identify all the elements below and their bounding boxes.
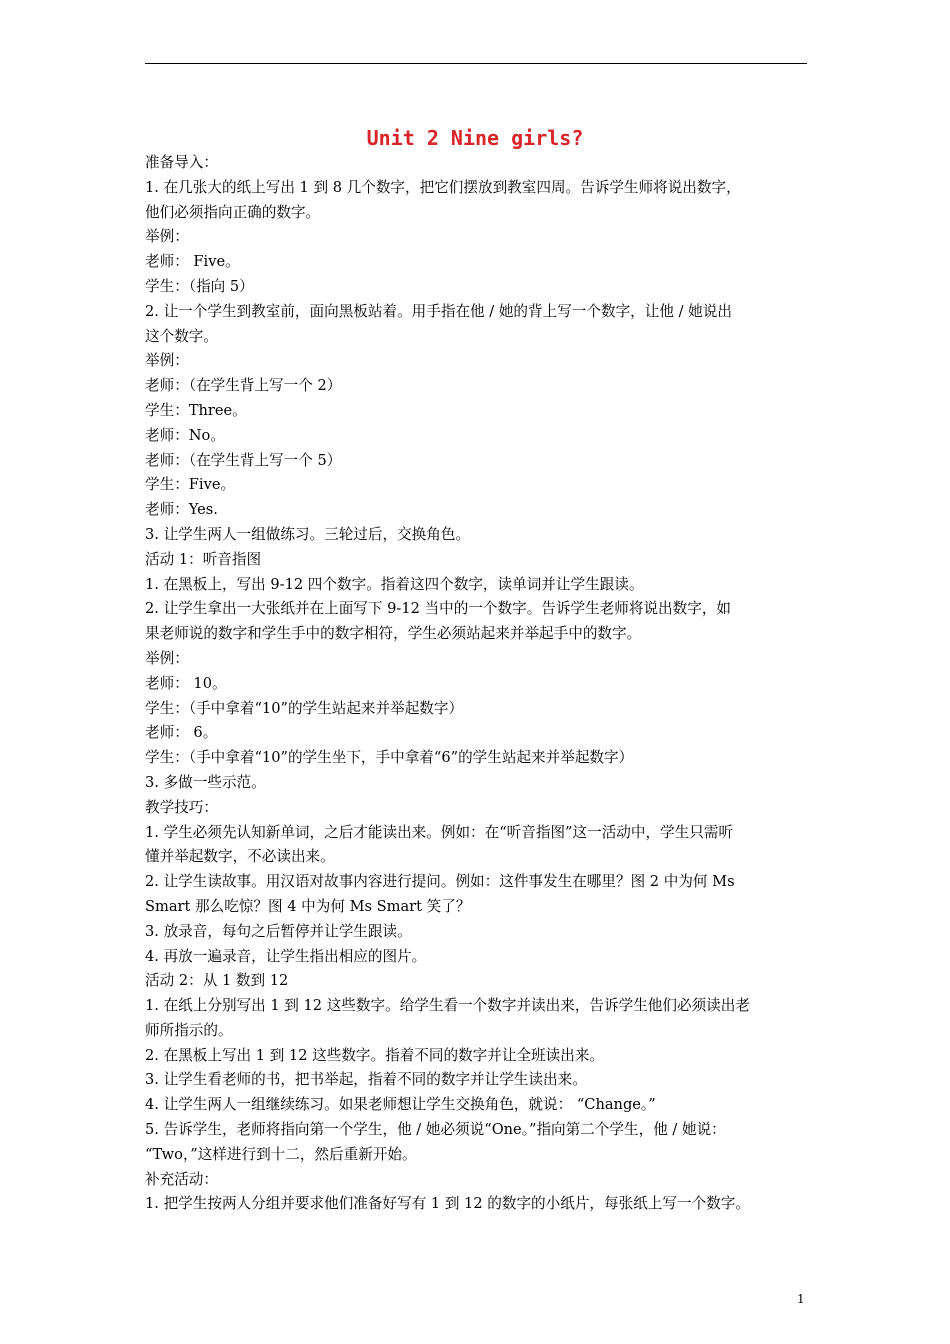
text-line: 3. 让学生两人一组做练习。三轮过后，交换角色。 [145,525,471,543]
text-line: 老师：（在学生背上写一个 2） [145,377,342,395]
text-line: 2. 让学生读故事。用汉语对故事内容进行提问。例如：这件事发生在哪里？图 2 中为何 Ms [145,873,735,891]
text-line: 学生：（手中拿着“10”的学生坐下，手中拿着“6”的学生站起来并举起数字） [145,749,634,767]
text-line: 老师：Yes. [145,501,218,519]
text-line: 学生：（指向 5） [145,277,254,295]
text-line: 1. 把学生按两人分组并要求他们准备好写有 1 到 12 的数字的小纸片，每张纸上写一个数字。 [145,1195,750,1213]
page-title: Unit 2 Nine girls? [366,126,584,150]
text-line: 3. 多做一些示范。 [145,773,266,791]
text-line: 老师： 6。 [145,724,218,742]
text-line: 懂并举起数字，不必读出来。 [145,848,335,866]
text-line: 2. 在黑板上写出 1 到 12 这些数字。指着不同的数字并让全班读出来。 [145,1046,605,1064]
text-line: 举例： [145,352,189,370]
text-line: 他们必须指向正确的数字。 [145,203,321,221]
text-line: 果老师说的数字和学生手中的数字相符，学生必须站起来并举起手中的数字。 [145,625,642,643]
text-line: 1. 学生必须先认知新单词，之后才能读出来。例如：在“听音指图”这一活动中，学生只需听 [145,823,734,841]
text-line: 补充活动： [145,1170,218,1188]
text-line: 4. 再放一遍录音，让学生指出相应的图片。 [145,947,427,965]
text-line: Smart 那么吃惊？图 4 中为何 Ms Smart 笑了？ [145,897,471,915]
header-rule [145,63,807,64]
text-line: 活动 2：从 1 数到 12 [145,972,289,990]
text-line: 老师：（在学生背上写一个 5） [145,451,342,469]
text-line: 这个数字。 [145,327,218,345]
text-line: 老师： Five。 [145,253,240,271]
text-line: 3. 让学生看老师的书，把书举起，指着不同的数字并让学生读出来。 [145,1071,587,1089]
text-line: 1. 在纸上分别写出 1 到 12 这些数字。给学生看一个数字并读出来，告诉学生他们必须读出老 [145,997,750,1015]
text-line: 举例： [145,649,189,667]
text-line: 举例： [145,228,189,246]
text-line: 准备导入： [145,154,218,171]
text-line: 2. 让一个学生到教室前，面向黑板站着。用手指在他 / 她的背上写一个数字，让他 / 她说出 [145,302,732,320]
text-line: 4. 让学生两人一组继续练习。如果老师想让学生交换角色，就说： “Change。” [145,1096,656,1114]
text-line: 师所指示的。 [145,1021,233,1039]
text-line: 5. 告诉学生，老师将指向第一个学生，他 / 她必须说“One。”指向第二个学生，他 / 她说： [145,1121,726,1139]
text-line: 2. 让学生拿出一大张纸并在上面写下 9-12 当中的一个数字。告诉学生老师将说出数字，如 [145,600,732,618]
text-line: 学生：Five。 [145,476,236,494]
document-body [145,151,813,1217]
text-line: 3. 放录音，每句之后暂停并让学生跟读。 [145,922,412,940]
text-line: 活动 1：听音指图 [145,550,262,568]
text-line: 教学技巧： [145,798,218,816]
text-line: 老师：No。 [145,426,225,444]
text-line: 学生：Three。 [145,401,247,419]
text-line: 1. 在黑板上，写出 9-12 四个数字。指着这四个数字，读单词并让学生跟读。 [145,575,644,593]
text-line: 老师： 10。 [145,674,227,692]
text-line: 学生：（手中拿着“10”的学生站起来并举起数字） [145,699,464,717]
text-line: “Two，”这样进行到十二，然后重新开始。 [145,1145,417,1163]
page-number: 1 [797,1292,805,1306]
text-line: 1. 在几张大的纸上写出 1 到 8 几个数字，把它们摆放到教室四周。告诉学生师将说出数字， [145,178,741,196]
